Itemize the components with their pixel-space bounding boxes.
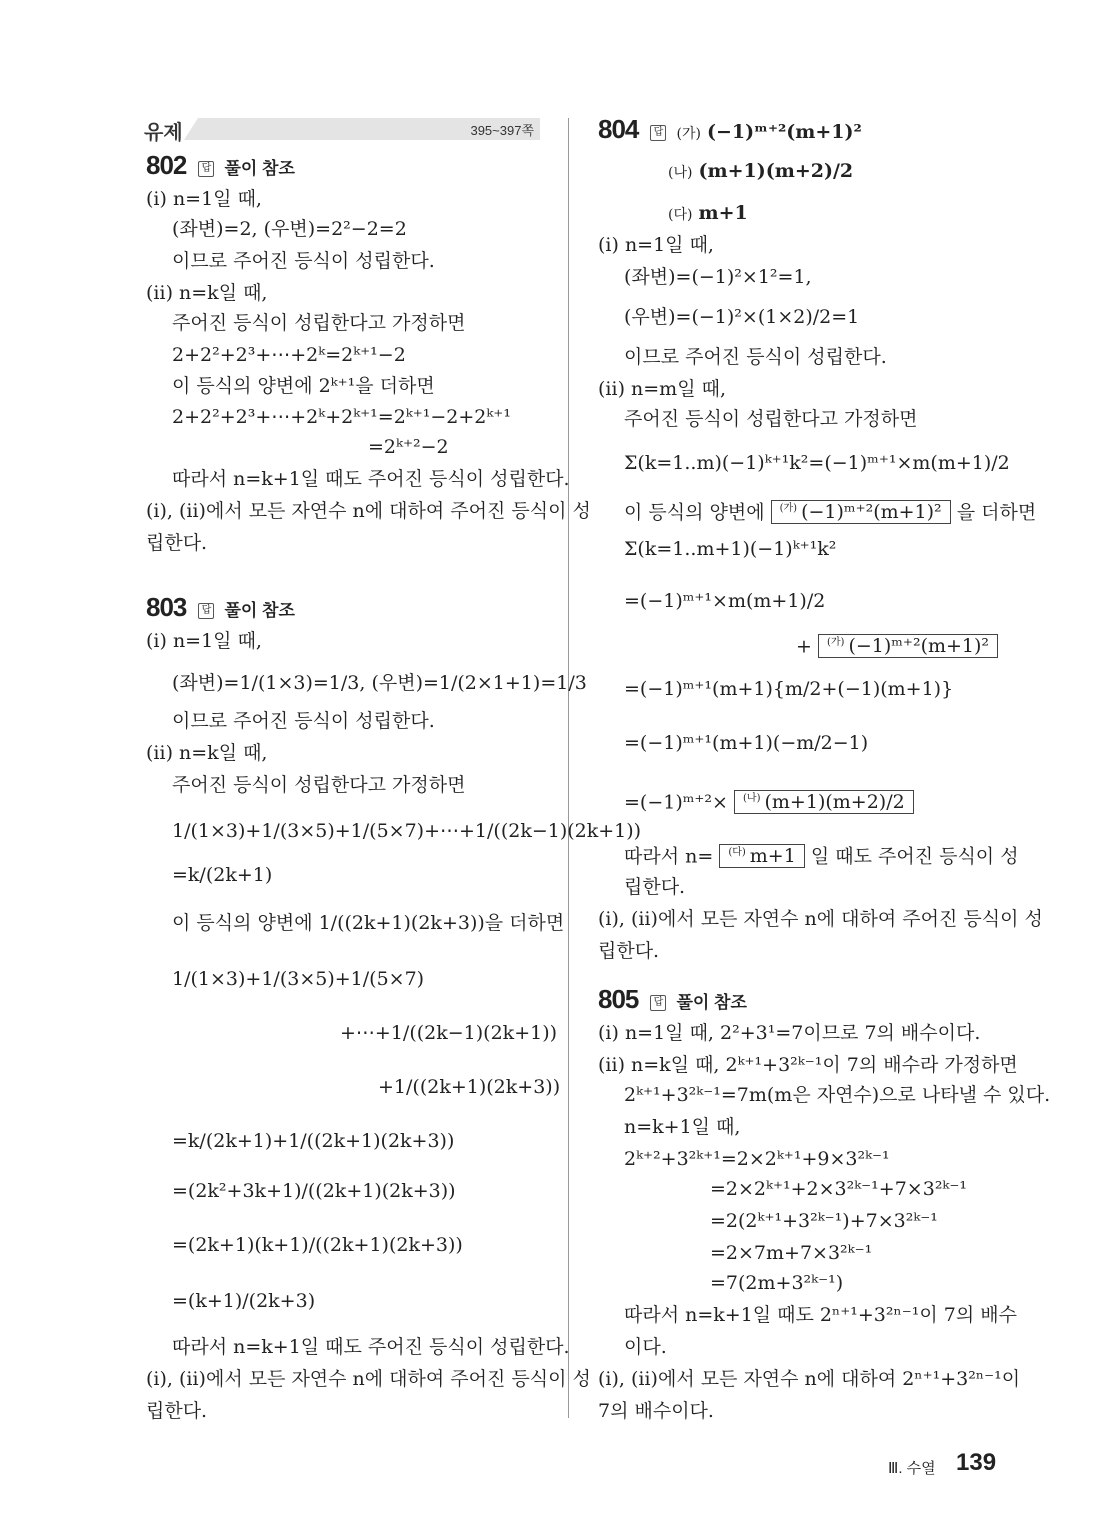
p804-line: =(−1)ᵐ⁺²× $^{(나)}$ (m+1)(m+2)/2 <box>624 786 914 815</box>
p804-line: 이므로 주어진 등식이 성립한다. <box>624 346 887 368</box>
p805-line: (ⅰ) n=1일 때, 2²+3¹=7이므로 7의 배수이다. <box>598 1022 981 1044</box>
p804-line: 립한다. <box>598 940 660 962</box>
p803-line: =k/(2k+1)+1/((2k+1)(2k+3)) <box>172 1130 455 1152</box>
p802-line: 2+2²+2³+⋯+2ᵏ=2ᵏ⁺¹−2 <box>172 344 406 366</box>
p803-line: =(2k²+3k+1)/((2k+1)(2k+3)) <box>172 1180 456 1202</box>
p804-line: (ⅰ), (ⅱ)에서 모든 자연수 n에 대하여 주어진 등식이 성 <box>598 908 1043 930</box>
p804-line: 주어진 등식이 성립한다고 가정하면 <box>624 408 918 430</box>
p803-line: +⋯+1/((2k−1)(2k+1)) <box>340 1022 558 1044</box>
p803-line: 따라서 n=k+1일 때도 주어진 등식이 성립한다. <box>172 1336 570 1358</box>
column-divider <box>568 118 569 1418</box>
p803-line: (ⅱ) n=k일 때, <box>146 742 268 764</box>
p804-line: 따라서 n= $^{(다)}$ m+1 일 때도 주어진 등식이 성 <box>624 845 1019 868</box>
answer-ref: 풀이 참조 <box>224 601 295 620</box>
p803-line: 이므로 주어진 등식이 성립한다. <box>172 710 435 732</box>
chapter-label: Ⅲ. 수열 <box>888 1460 936 1477</box>
p804-line: 이 등식의 양변에 $^{(가)}$ (−1)ᵐ⁺²(m+1)² 을 더하면 <box>624 501 1037 524</box>
p804-line: 립한다. <box>624 876 686 898</box>
p802-line: 립한다. <box>146 532 208 554</box>
p804-answer-c: (다) m+1 <box>668 202 748 224</box>
p805-line: =7(2m+3²ᵏ⁻¹) <box>710 1272 844 1294</box>
answer-ref: 풀이 참조 <box>224 159 295 178</box>
problem-803-header: 803 답 풀이 참조 <box>146 592 295 622</box>
p803-line: 주어진 등식이 성립한다고 가정하면 <box>172 774 466 796</box>
p805-line: =2×7m+7×3²ᵏ⁻¹ <box>710 1242 873 1264</box>
answer-icon: 답 <box>650 995 666 1011</box>
p805-line: n=k+1일 때, <box>624 1116 741 1138</box>
p802-line: 2+2²+2³+⋯+2ᵏ+2ᵏ⁺¹=2ᵏ⁺¹−2+2ᵏ⁺¹ <box>172 406 511 428</box>
p804-line: =(−1)ᵐ⁺¹(m+1)(−m/2−1) <box>624 732 869 754</box>
answer-icon: 답 <box>650 125 666 141</box>
answer-box-a: $^{(가)}$ (−1)ᵐ⁺²(m+1)² <box>771 500 951 524</box>
p805-line: (ⅱ) n=k일 때, 2ᵏ⁺¹+3²ᵏ⁻¹이 7의 배수라 가정하면 <box>598 1054 1018 1076</box>
page-range: 395~397쪽 <box>470 123 534 138</box>
answer-box-c: $^{(다)}$ m+1 <box>719 844 805 868</box>
p804-line: Σ(k=1..m+1)(−1)ᵏ⁺¹k² <box>624 538 837 560</box>
section-header <box>144 118 540 144</box>
p805-line: (ⅰ), (ⅱ)에서 모든 자연수 n에 대하여 2ⁿ⁺¹+3²ⁿ⁻¹이 <box>598 1368 1021 1390</box>
p803-line: 이 등식의 양변에 1/((2k+1)(2k+3))을 더하면 <box>172 912 565 934</box>
p802-line: =2ᵏ⁺²−2 <box>368 436 449 458</box>
p802-line: (좌변)=2, (우변)=2²−2=2 <box>172 218 407 240</box>
answer-box-a2: $^{(가)}$ (−1)ᵐ⁺²(m+1)² <box>818 634 998 658</box>
p805-line: 7의 배수이다. <box>598 1400 714 1422</box>
section-title: 유제 <box>144 122 183 144</box>
p804-line: (좌변)=(−1)²×1²=1, <box>624 266 812 288</box>
p803-line: +1/((2k+1)(2k+3)) <box>378 1076 561 1098</box>
p805-line: 2ᵏ⁺¹+3²ᵏ⁻¹=7m(m은 자연수)으로 나타낼 수 있다. <box>624 1084 1051 1106</box>
p803-line: =k/(2k+1) <box>172 864 273 886</box>
p803-line: (ⅰ) n=1일 때, <box>146 630 262 652</box>
p804-answer-b: (나) (m+1)(m+2)/2 <box>668 160 854 182</box>
p803-line: (좌변)=1/(1×3)=1/3, (우변)=1/(2×1+1)=1/3 <box>172 672 587 694</box>
problem-804-header: 804 답 (가) (−1)ᵐ⁺²(m+1)² <box>598 114 862 144</box>
problem-802-header: 802 답 풀이 참조 <box>146 150 295 180</box>
p804-line: =(−1)ᵐ⁺¹(m+1){m/2+(−1)(m+1)} <box>624 678 954 700</box>
page-number: 139 <box>956 1449 997 1476</box>
p802-line: 주어진 등식이 성립한다고 가정하면 <box>172 312 466 334</box>
p802-line: (ⅱ) n=k일 때, <box>146 282 268 304</box>
answer-icon: 답 <box>198 161 214 177</box>
p805-line: 따라서 n=k+1일 때도 2ⁿ⁺¹+3²ⁿ⁻¹이 7의 배수 <box>624 1304 1017 1326</box>
answer-icon: 답 <box>198 603 214 619</box>
p804-line: + $^{(가)}$ (−1)ᵐ⁺²(m+1)² <box>796 630 998 659</box>
problem-805-header: 805 답 풀이 참조 <box>598 984 747 1014</box>
p804-line: (우변)=(−1)²×(1×2)/2=1 <box>624 306 860 328</box>
p803-line: 립한다. <box>146 1400 208 1422</box>
p804-line: (ⅰ) n=1일 때, <box>598 234 714 256</box>
p803-line: =(k+1)/(2k+3) <box>172 1290 316 1312</box>
p803-line: 1/(1×3)+1/(3×5)+1/(5×7)+⋯+1/((2k−1)(2k+1)) <box>172 820 642 842</box>
p805-line: =2×2ᵏ⁺¹+2×3²ᵏ⁻¹+7×3²ᵏ⁻¹ <box>710 1178 968 1200</box>
p802-line: (ⅰ) n=1일 때, <box>146 188 262 210</box>
p802-line: 이 등식의 양변에 2ᵏ⁺¹을 더하면 <box>172 375 435 397</box>
p803-line: =(2k+1)(k+1)/((2k+1)(2k+3)) <box>172 1234 463 1256</box>
answer-ref: 풀이 참조 <box>676 993 747 1012</box>
p805-line: 2ᵏ⁺²+3²ᵏ⁺¹=2×2ᵏ⁺¹+9×3²ᵏ⁻¹ <box>624 1148 890 1170</box>
p803-line: 1/(1×3)+1/(3×5)+1/(5×7) <box>172 968 425 990</box>
p804-line: Σ(k=1..m)(−1)ᵏ⁺¹k²=(−1)ᵐ⁺¹×m(m+1)/2 <box>624 452 1010 474</box>
p804-line: =(−1)ᵐ⁺¹×m(m+1)/2 <box>624 590 826 612</box>
p803-line: (ⅰ), (ⅱ)에서 모든 자연수 n에 대하여 주어진 등식이 성 <box>146 1368 591 1390</box>
p802-line: 따라서 n=k+1일 때도 주어진 등식이 성립한다. <box>172 468 570 490</box>
answer-box-b: $^{(나)}$ (m+1)(m+2)/2 <box>734 790 914 814</box>
p802-line: (ⅰ), (ⅱ)에서 모든 자연수 n에 대하여 주어진 등식이 성 <box>146 500 591 522</box>
p805-line: 이다. <box>624 1336 667 1358</box>
p804-line: (ⅱ) n=m일 때, <box>598 378 726 400</box>
p805-line: =2(2ᵏ⁺¹+3²ᵏ⁻¹)+7×3²ᵏ⁻¹ <box>710 1210 938 1232</box>
p802-line: 이므로 주어진 등식이 성립한다. <box>172 250 435 272</box>
